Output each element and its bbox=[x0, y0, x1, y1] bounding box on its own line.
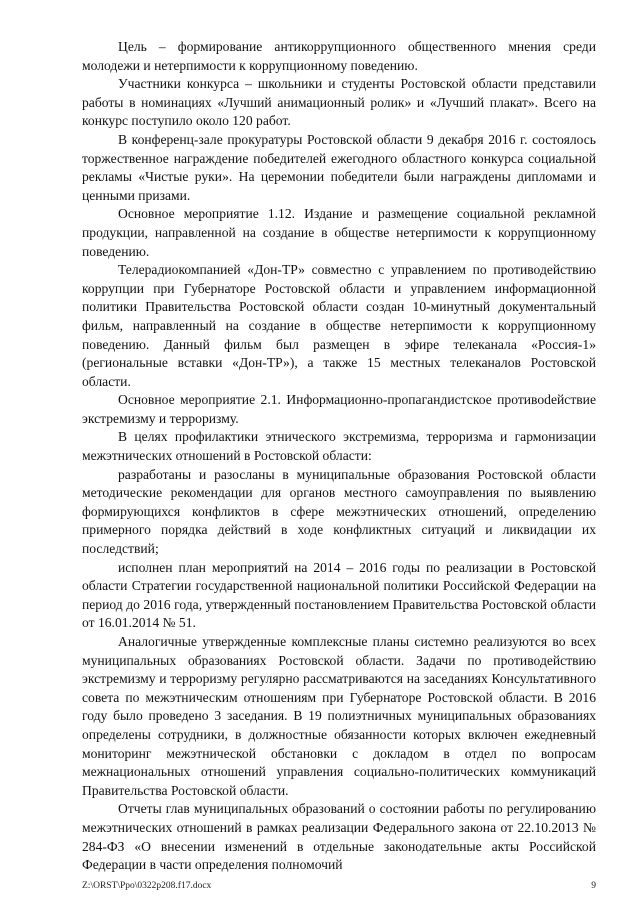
page-number: 9 bbox=[591, 881, 596, 891]
paragraph: В целях профилактики этнического экстремизма, терроризма и гармонизации межэтнических отношений в Ростовской области: bbox=[82, 429, 596, 464]
list-item: разработаны и разосланы в муниципальные образования Ростовской области методические рекомендации для органов местного самоуправления по выявлению формирующихся конфликтов в сфере межэтнических отношений, определению примерного порядка действий в ходе конфликтных ситуаций и ликвидации их последствий; bbox=[82, 466, 596, 557]
page-body bbox=[82, 38, 596, 875]
paragraph: Цель – формирование антикоррупционного общественного мнения среди молодежи и нетерпимости к коррупционному поведению. bbox=[82, 39, 596, 73]
file-path: Z:\ORST\Ppo\0322p208.f17.docx bbox=[82, 881, 212, 891]
paragraph: Основное мероприятие 1.12. Издание и размещение социальной рекламной продукции, направленной на создание в обществе нетерпимости к коррупционному поведению. bbox=[82, 206, 596, 259]
paragraph: Телерадиокомпанией «Дон-ТР» совместно с управлением по противодействию коррупции при Губернаторе Ростовской области и управлением информационной политики Правительства Ростовской области создан 10-минутный документальный фильм, направленный на создание в обществе нетерпимости к коррупционному поведению. Данный фильм был размещен в эфире телеканала «Россия-1» (региональные вставки «Дон-ТР»), а также 15 местных телеканалов Ростовской области. bbox=[82, 262, 596, 389]
paragraph: Аналогичные утвержденные комплексные планы системно реализуются во всех муниципальных образованиях Ростовской области. Задачи по противодействию экстремизму и терроризму регулярно рассматриваются на заседаниях Консультативного совета по межэтническим отношениям при Губернаторе Ростовской области. В 2016 году было проведено 3 заседания. В 19 полиэтничных муниципальных образованиях определены сотрудники, в должностные обязанности которых включен ежедневный мониторинг межэтнической обстановки с докладом в отдел по вопросам межнациональных отношений управления социально-политических коммуникаций Правительства Ростовской области. bbox=[82, 634, 596, 798]
paragraph: Участники конкурса – школьники и студенты Ростовской области представили работы в номинациях «Лучший анимационный ролик» и «Лучший плакат». Всего на конкурс поступило около 120 работ. bbox=[82, 76, 596, 129]
paragraph: Отчеты глав муниципальных образований о состоянии работы по регулированию межэтнических отношений в рамках реализации Федерального закона от 22.10.2013 № 284-ФЗ «О внесении изменений в отдельные законодательные акты Российской Федерации в части определения полномочий bbox=[82, 801, 596, 873]
page-footer bbox=[82, 880, 596, 892]
paragraph: Основное мероприятие 2.1. Информационно-пропагандистское противоdействие экстремизму и терроризму. bbox=[82, 392, 596, 426]
list-item: исполнен план мероприятий на 2014 – 2016 годы по реализации в Ростовской области Стратегии государственной национальной политики Российской Федерации на период до 2016 года, утвержденный постановлением Правительства Ростовской области от 16.01.2014 № 51. bbox=[82, 559, 596, 631]
paragraph: В конференц-зале прокуратуры Ростовской области 9 декабря 2016 г. состоялось торжественное награждение победителей ежегодного областного конкурса социальной рекламы «Чистые руки». На церемонии победители были награждены дипломами и ценными призами. bbox=[82, 131, 596, 203]
